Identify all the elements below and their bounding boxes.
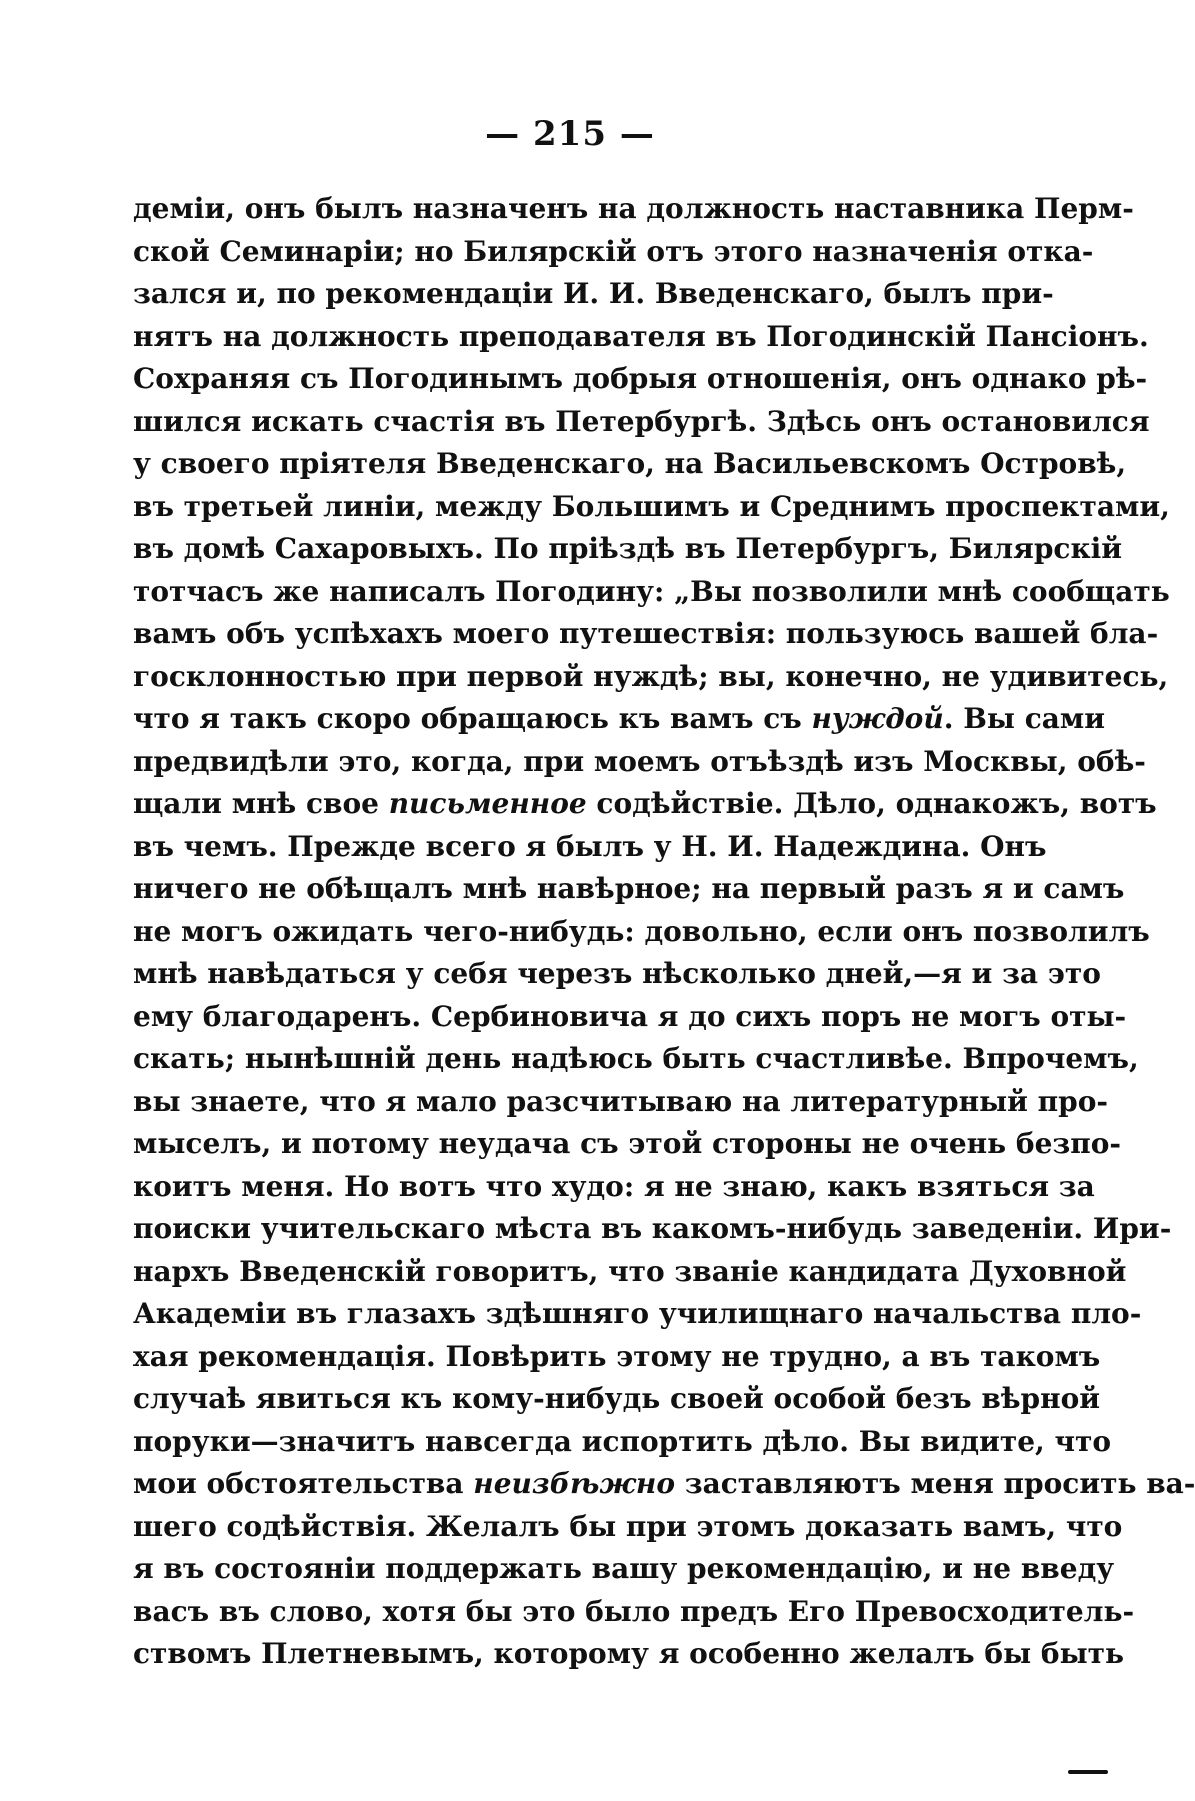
- text-segment: я въ состоянiи поддержать вашу рекомендацiю, и не введу: [133, 1552, 1115, 1585]
- text-line: [133, 783, 1157, 826]
- text-line: [133, 741, 1146, 784]
- body-text: [133, 188, 1195, 1676]
- text-line: [133, 1421, 1112, 1464]
- text-segment: госклонностью при первой нуждѣ; вы, конечно, не удивитесь,: [133, 659, 1169, 693]
- text-segment: не могъ ожидать чего-нибудь: довольно, если онъ позволилъ: [133, 914, 1150, 948]
- text-segment: зался и, по рекомендацiи И. И. Введенскаго, былъ при-: [133, 277, 1054, 310]
- text-segment: вы знаете, что я мало разсчитываю на литературный про-: [133, 1084, 1109, 1118]
- text-line: [133, 1506, 1123, 1549]
- text-line: [133, 486, 1170, 529]
- text-segment: хая рекомендацiя. Повѣрить этому не трудно, а въ такомъ: [133, 1339, 1101, 1373]
- text-line: [133, 613, 1159, 656]
- text-line: [133, 656, 1169, 699]
- text-segment: въ домѣ Сахаровыхъ. По прiѣздѣ въ Петербургъ, Билярскiй: [133, 532, 1123, 565]
- text-line: [133, 401, 1150, 444]
- text-segment: вамъ объ успѣхахъ моего путешествiя: пользуюсь вашей бла-: [133, 617, 1159, 650]
- text-line: [133, 528, 1123, 571]
- text-line: [133, 1591, 1135, 1634]
- text-segment: содѣйствiе. Дѣло, однакожъ, вотъ: [586, 787, 1157, 820]
- text-line: [133, 826, 1047, 869]
- text-segment: что я такъ скоро обращаюсь къ вамъ съ: [133, 702, 812, 735]
- text-segment: поиски учительскаго мѣста въ какомъ-нибудь заведенiи. Ири-: [133, 1212, 1172, 1245]
- text-line: [133, 1251, 1127, 1294]
- page-number: — 215 —: [485, 114, 655, 154]
- text-segment: нархъ Введенскiй говоритъ, что званiе кандидата Духовной: [133, 1254, 1127, 1288]
- text-segment: мои обстоятельства: [133, 1467, 474, 1500]
- text-segment: Сохраняя съ Погодинымъ добрыя отношенiя, онъ однако рѣ-: [133, 362, 1148, 395]
- text-line: [133, 273, 1054, 316]
- text-segment: въ чемъ. Прежде всего я былъ у Н. И. Надеждина. Онъ: [133, 829, 1047, 863]
- text-line: [133, 1633, 1124, 1676]
- text-line: [133, 1208, 1172, 1251]
- text-line: [133, 1123, 1122, 1166]
- decorative-dash: [1068, 1770, 1108, 1774]
- text-segment: у своего прiятеля Введенскаго, на Васильевскомъ Островѣ,: [133, 447, 1127, 480]
- text-line: [133, 1463, 1195, 1506]
- text-segment: ской Семинарiи; но Билярскiй отъ этого назначенiя отка-: [133, 234, 1094, 268]
- text-segment: заставляютъ меня просить ва-: [675, 1467, 1195, 1500]
- text-segment: коитъ меня. Но вотъ что худо: я не знаю, какъ взяться за: [133, 1169, 1095, 1203]
- text-segment: мыселъ, и потому неудача съ этой стороны не очень безпо-: [133, 1127, 1122, 1160]
- text-segment: нятъ на должность преподавателя въ Погодинскiй Пансiонъ.: [133, 319, 1149, 353]
- text-line: [133, 316, 1149, 359]
- text-line: [133, 188, 1134, 231]
- text-line: [133, 1081, 1109, 1124]
- text-line: [133, 443, 1127, 486]
- text-line: [133, 571, 1170, 614]
- text-segment: мнѣ навѣдаться у себя черезъ нѣсколько дней,—я и за это: [133, 957, 1101, 990]
- emphasized-word: неизбѣжно: [473, 1467, 675, 1500]
- text-line: [133, 1166, 1095, 1209]
- text-line: [133, 868, 1125, 911]
- text-line: [133, 1378, 1101, 1421]
- text-line: [133, 1038, 1139, 1081]
- text-line: [133, 1548, 1115, 1591]
- text-segment: скать; нынѣшнiй день надѣюсь быть счастливѣе. Впрочемъ,: [133, 1042, 1139, 1075]
- text-segment: ствомъ Плетневымъ, которому я особенно желалъ бы быть: [133, 1637, 1124, 1670]
- text-segment: ничего не обѣщалъ мнѣ навѣрное; на первый разъ я и самъ: [133, 872, 1125, 905]
- text-segment: васъ въ слово, хотя бы это было предъ Его Превосходитель-: [133, 1594, 1135, 1628]
- text-segment: тотчасъ же написалъ Погодину: „Вы позволили мнѣ сообщать: [133, 574, 1170, 608]
- text-segment: поруки—значитъ навсегда испортить дѣло. Вы видите, что: [133, 1424, 1112, 1458]
- text-segment: шего содѣйствiя. Желалъ бы при этомъ доказать вамъ, что: [133, 1509, 1123, 1543]
- text-segment: щали мнѣ свое: [133, 787, 389, 820]
- text-segment: Академiи въ глазахъ здѣшняго училищнаго начальства пло-: [133, 1297, 1142, 1330]
- emphasized-word: нуждой: [811, 702, 944, 735]
- text-segment: ему благодаренъ. Сербиновича я до сихъ поръ не могъ оты-: [133, 999, 1127, 1033]
- text-line: [133, 996, 1127, 1039]
- text-line: [133, 1336, 1101, 1379]
- text-segment: случаѣ явиться къ кому-нибудь своей особой безъ вѣрной: [133, 1382, 1101, 1415]
- text-segment: . Вы сами: [943, 702, 1105, 735]
- text-segment: шился искать счастiя въ Петербургѣ. Здѣсь онъ остановился: [133, 404, 1150, 438]
- text-segment: предвидѣли это, когда, при моемъ отъѣздѣ изъ Москвы, обѣ-: [133, 744, 1146, 778]
- emphasized-word: письменное: [388, 787, 587, 820]
- text-line: [133, 698, 1105, 741]
- text-line: [133, 231, 1094, 274]
- text-line: [133, 358, 1148, 401]
- text-line: [133, 911, 1150, 954]
- text-segment: демiи, онъ былъ назначенъ на должность наставника Перм-: [133, 192, 1134, 225]
- text-line: [133, 1293, 1142, 1336]
- text-line: [133, 953, 1101, 996]
- text-segment: въ третьей линiи, между Большимъ и Среднимъ проспектами,: [133, 489, 1170, 523]
